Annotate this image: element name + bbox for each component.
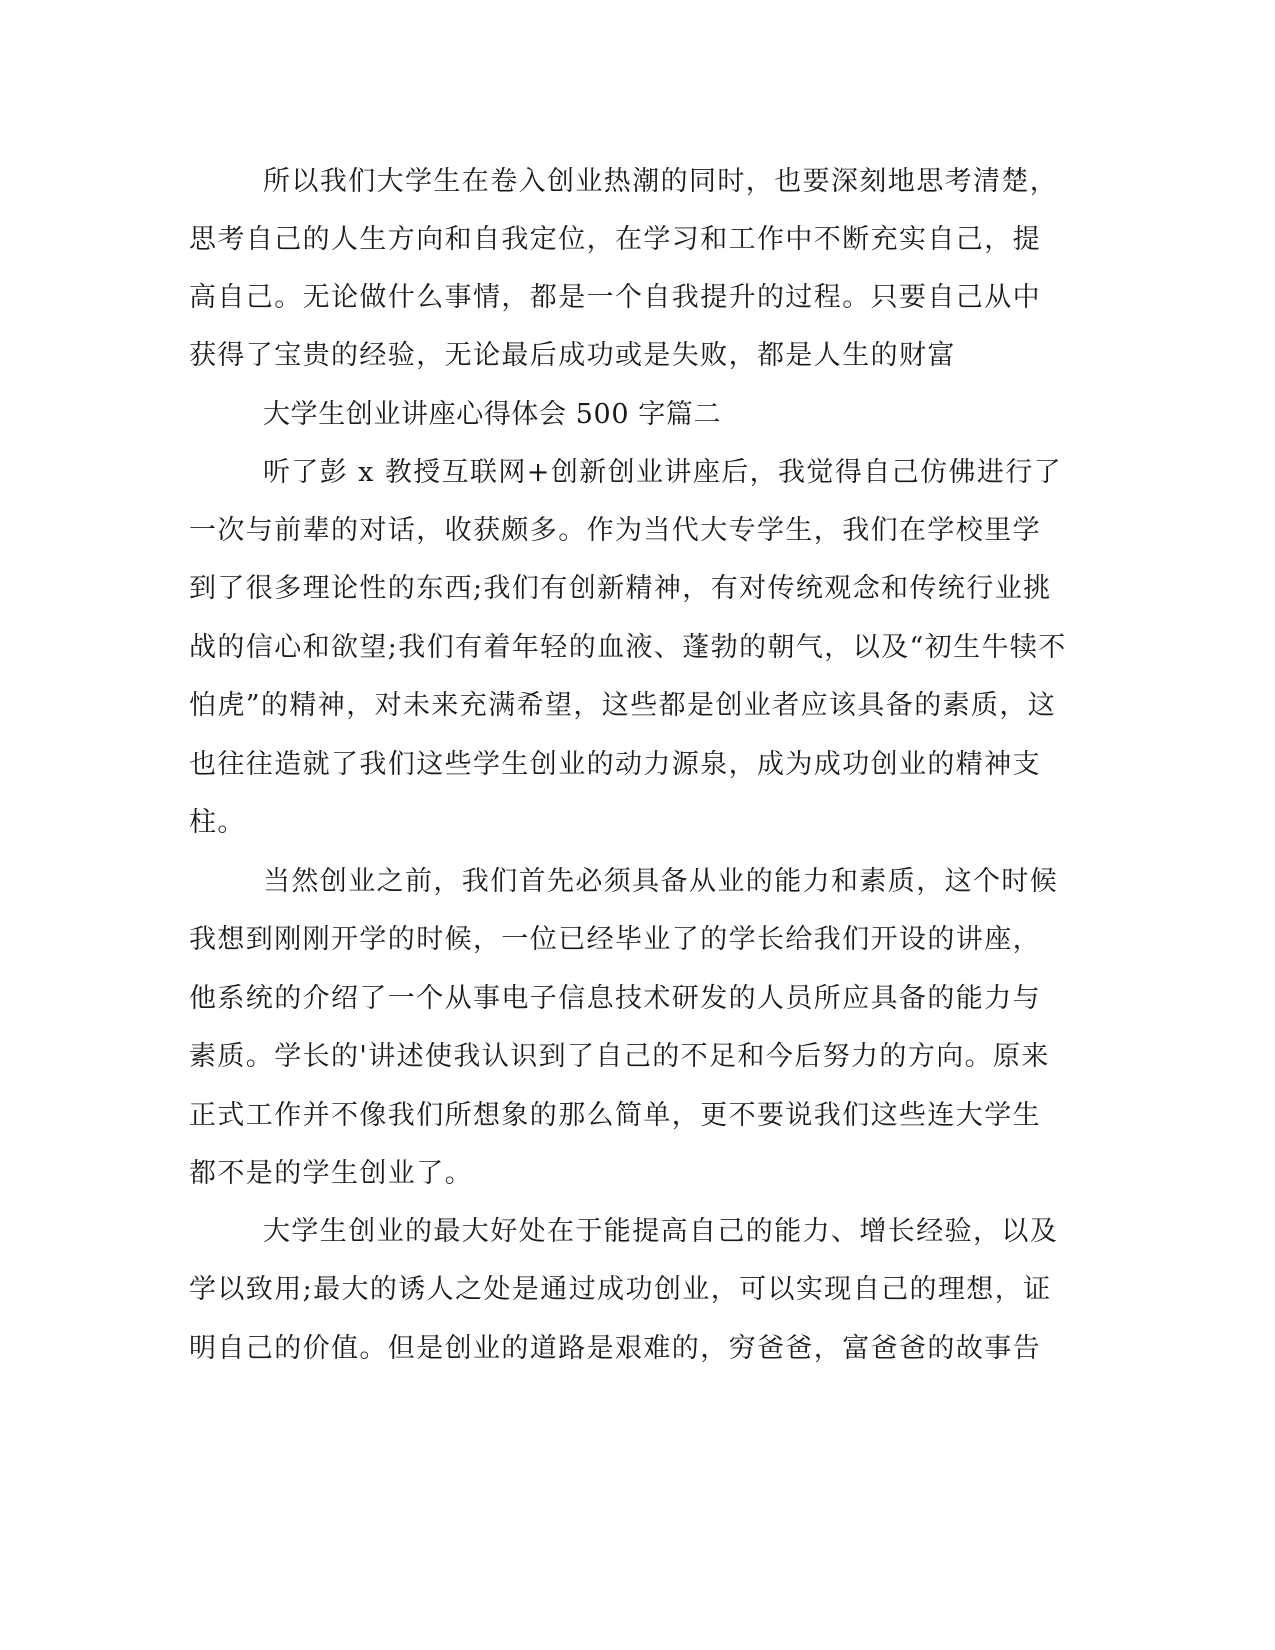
paragraph-line: 大学生创业的最大好处在于能提高自己的能力、增长经验，以及 (263, 1216, 1059, 1247)
section-heading: 大学生创业讲座心得体会 500 字篇二 (263, 399, 722, 430)
paragraph-line: 思考自己的人生方向和自我定位，在学习和工作中不断充实自己，提 (189, 224, 1041, 255)
paragraph-line: 听了彭 x 教授互联网+创新创业讲座后，我觉得自己仿佛进行了 (263, 457, 1063, 488)
paragraph-line: 高自己。无论做什么事情，都是一个自我提升的过程。只要自己从中 (189, 282, 1041, 313)
paragraph-line: 我想到刚刚开学的时候，一位已经毕业了的学长给我们开设的讲座， (189, 924, 1041, 955)
paragraph-line: 怕虎”的精神，对未来充满希望，这些都是创业者应该具备的素质，这 (189, 690, 1057, 721)
paragraph-line: 学以致用;最大的诱人之处是通过成功创业，可以实现自己的理想，证 (189, 1274, 1052, 1305)
paragraph-line: 他系统的介绍了一个从事电子信息技术研发的人员所应具备的能力与 (189, 983, 1041, 1014)
paragraph-line: 素质。学长的'讲述使我认识到了自己的不足和今后努力的方向。原来 (189, 1041, 1050, 1072)
paragraph-line: 一次与前辈的对话，收获颇多。作为当代大专学生，我们在学校里学 (189, 515, 1041, 546)
paragraph-line: 正式工作并不像我们所想象的那么简单，更不要说我们这些连大学生 (189, 1100, 1041, 1131)
paragraph-line: 也往往造就了我们这些学生创业的动力源泉，成为成功创业的精神支 (189, 749, 1041, 780)
paragraph-line: 当然创业之前，我们首先必须具备从业的能力和素质，这个时候 (263, 866, 1059, 897)
paragraph-line: 都不是的学生创业了。 (189, 1158, 473, 1189)
paragraph-line: 到了很多理论性的东西;我们有创新精神，有对传统观念和传统行业挑 (189, 573, 1052, 604)
paragraph-line: 所以我们大学生在卷入创业热潮的同时，也要深刻地思考清楚， (263, 166, 1059, 197)
paragraph-line: 明自己的价值。但是创业的道路是艰难的，穷爸爸，富爸爸的故事告 (189, 1333, 1041, 1364)
paragraph-line: 获得了宝贵的经验，无论最后成功或是失败，都是人生的财富 (189, 340, 956, 371)
paragraph-line: 战的信心和欲望;我们有着年轻的血液、蓬勃的朝气，以及“初生牛犊不 (189, 632, 1067, 663)
paragraph-line: 柱。 (189, 807, 246, 838)
